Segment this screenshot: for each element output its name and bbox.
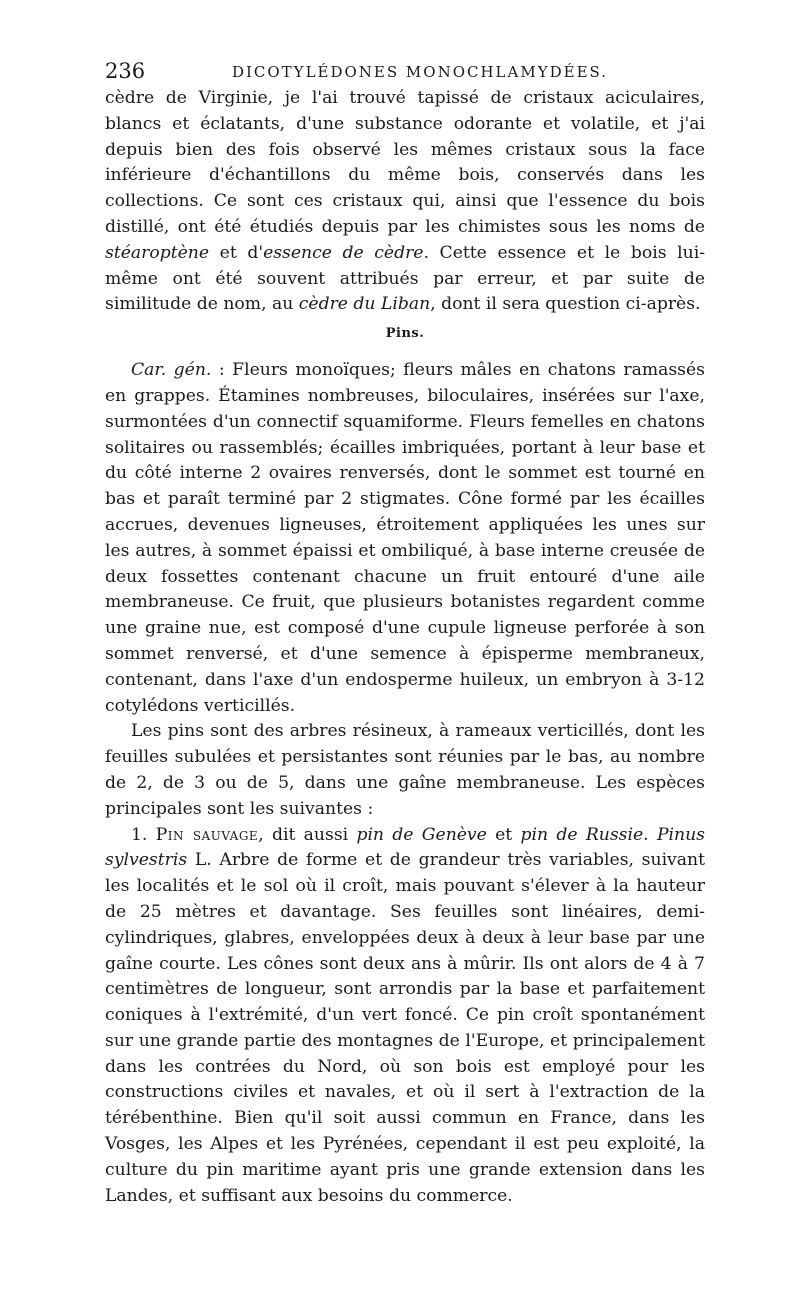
species-latin-name: Pinus sylvestris — [105, 824, 705, 871]
intro-paragraph: cèdre de Virginie, je l'ai trouvé tapissé de cristaux aciculaires, blancs et éclatants, d'une substance odorante et volatile, et j'ai depuis bien des fois observé les mêmes cristaux sous la face inférieure d'échantillons du même bois, conservés dans les collections. Ce sont ces cristaux qui, ainsi que l'essence du bois distillé, ont été étudiés depuis par les chimistes sous les noms de stéaroptène et d'essence de cèdre. Cette essence et le bois lui-même ont été souvent attribués par erreur, et par suite de similitude de nom, au cèdre du Liban, dont il sera question ci-après. — [105, 88, 706, 315]
species-number: 1. — [131, 824, 148, 845]
species-name: Pin sauvage — [155, 824, 259, 845]
general-description-paragraph: Les pins sont des arbres résineux, à rameaux verticillés, dont les feuilles subulées et persistantes sont réunies par le bas, au nombre de 2, de 3 ou de 5, dans une gaîne membraneuse. Les espèces principales sont les suivantes : — [105, 721, 705, 819]
running-head — [105, 56, 705, 86]
section-heading: Pins. — [385, 326, 425, 342]
generic-characters-paragraph: Car. gén. : Fleurs monoïques; fleurs mâles en chatons ramassés en grappes. Étamines nombreuses, biloculaires, insérées sur l'axe, surmontées d'un connectif squamiforme. Fleurs femelles en chatons solitaires ou rassemblés; écailles imbriquées, portant à leur base et du côté interne 2 ovaires renversés, dont le sommet est tourné en bas et paraît terminé par 2 stigmates. Cône formé par les écailles accrues, devenues ligneuses, étroitement appliquées les unes sur les autres, à sommet épaissi et ombiliqué, à base interne creusée de deux fossettes contenant chacune un fruit entouré d'une aile membraneuse. Ce fruit, que plusieurs botanistes regardent comme une graine nue, est composé d'une cupule ligneuse perforée à son sommet renversé, et d'une semence à épisperme membraneux, contenant, dans l'axe d'un endosperme huileux, un embryon à 3-12 cotylédons verticillés. — [105, 360, 705, 716]
running-title: DICOTYLÉDONES MONOCHLAMYDÉES. — [231, 63, 609, 81]
species-entry-pin-sauvage: 1. Pin sauvage, dit aussi pin de Genève et pin de Russie. Pinus sylvestris L. Arbre de forme et de grandeur très variables, suivant les localités et le sol où il croît, mais pouvant s'élever à la hauteur de 25 mètres et davantage. Ses feuilles sont linéaires, demi-cylindriques, glabres, enveloppées deux à deux à leur base par une gaîne courte. Les cônes sont deux ans à mûrir. Ils ont alors de 4 à 7 centimètres de longueur, sont arrondis par la base et parfaitement coniques à l'extrémité, d'un vert foncé. Ce pin croît spontanément sur une grande partie des montagnes de l'Europe, et principalement dans les contrées du Nord, où son bois est employé pour les constructions civiles et navales, et où il sert à l'extraction de la térébenthine. Bien qu'il soit aussi commun en France, dans les Vosges, les Alpes et les Pyrénées, cependant il est peu exploité, la culture du pin maritime ayant pris une grande extension dans les Landes, et suffisant aux besoins du commerce. — [105, 824, 705, 1206]
book-page — [105, 56, 705, 1209]
characters-label: Car. gén. — [131, 360, 212, 381]
page-number: 236 — [105, 59, 146, 83]
